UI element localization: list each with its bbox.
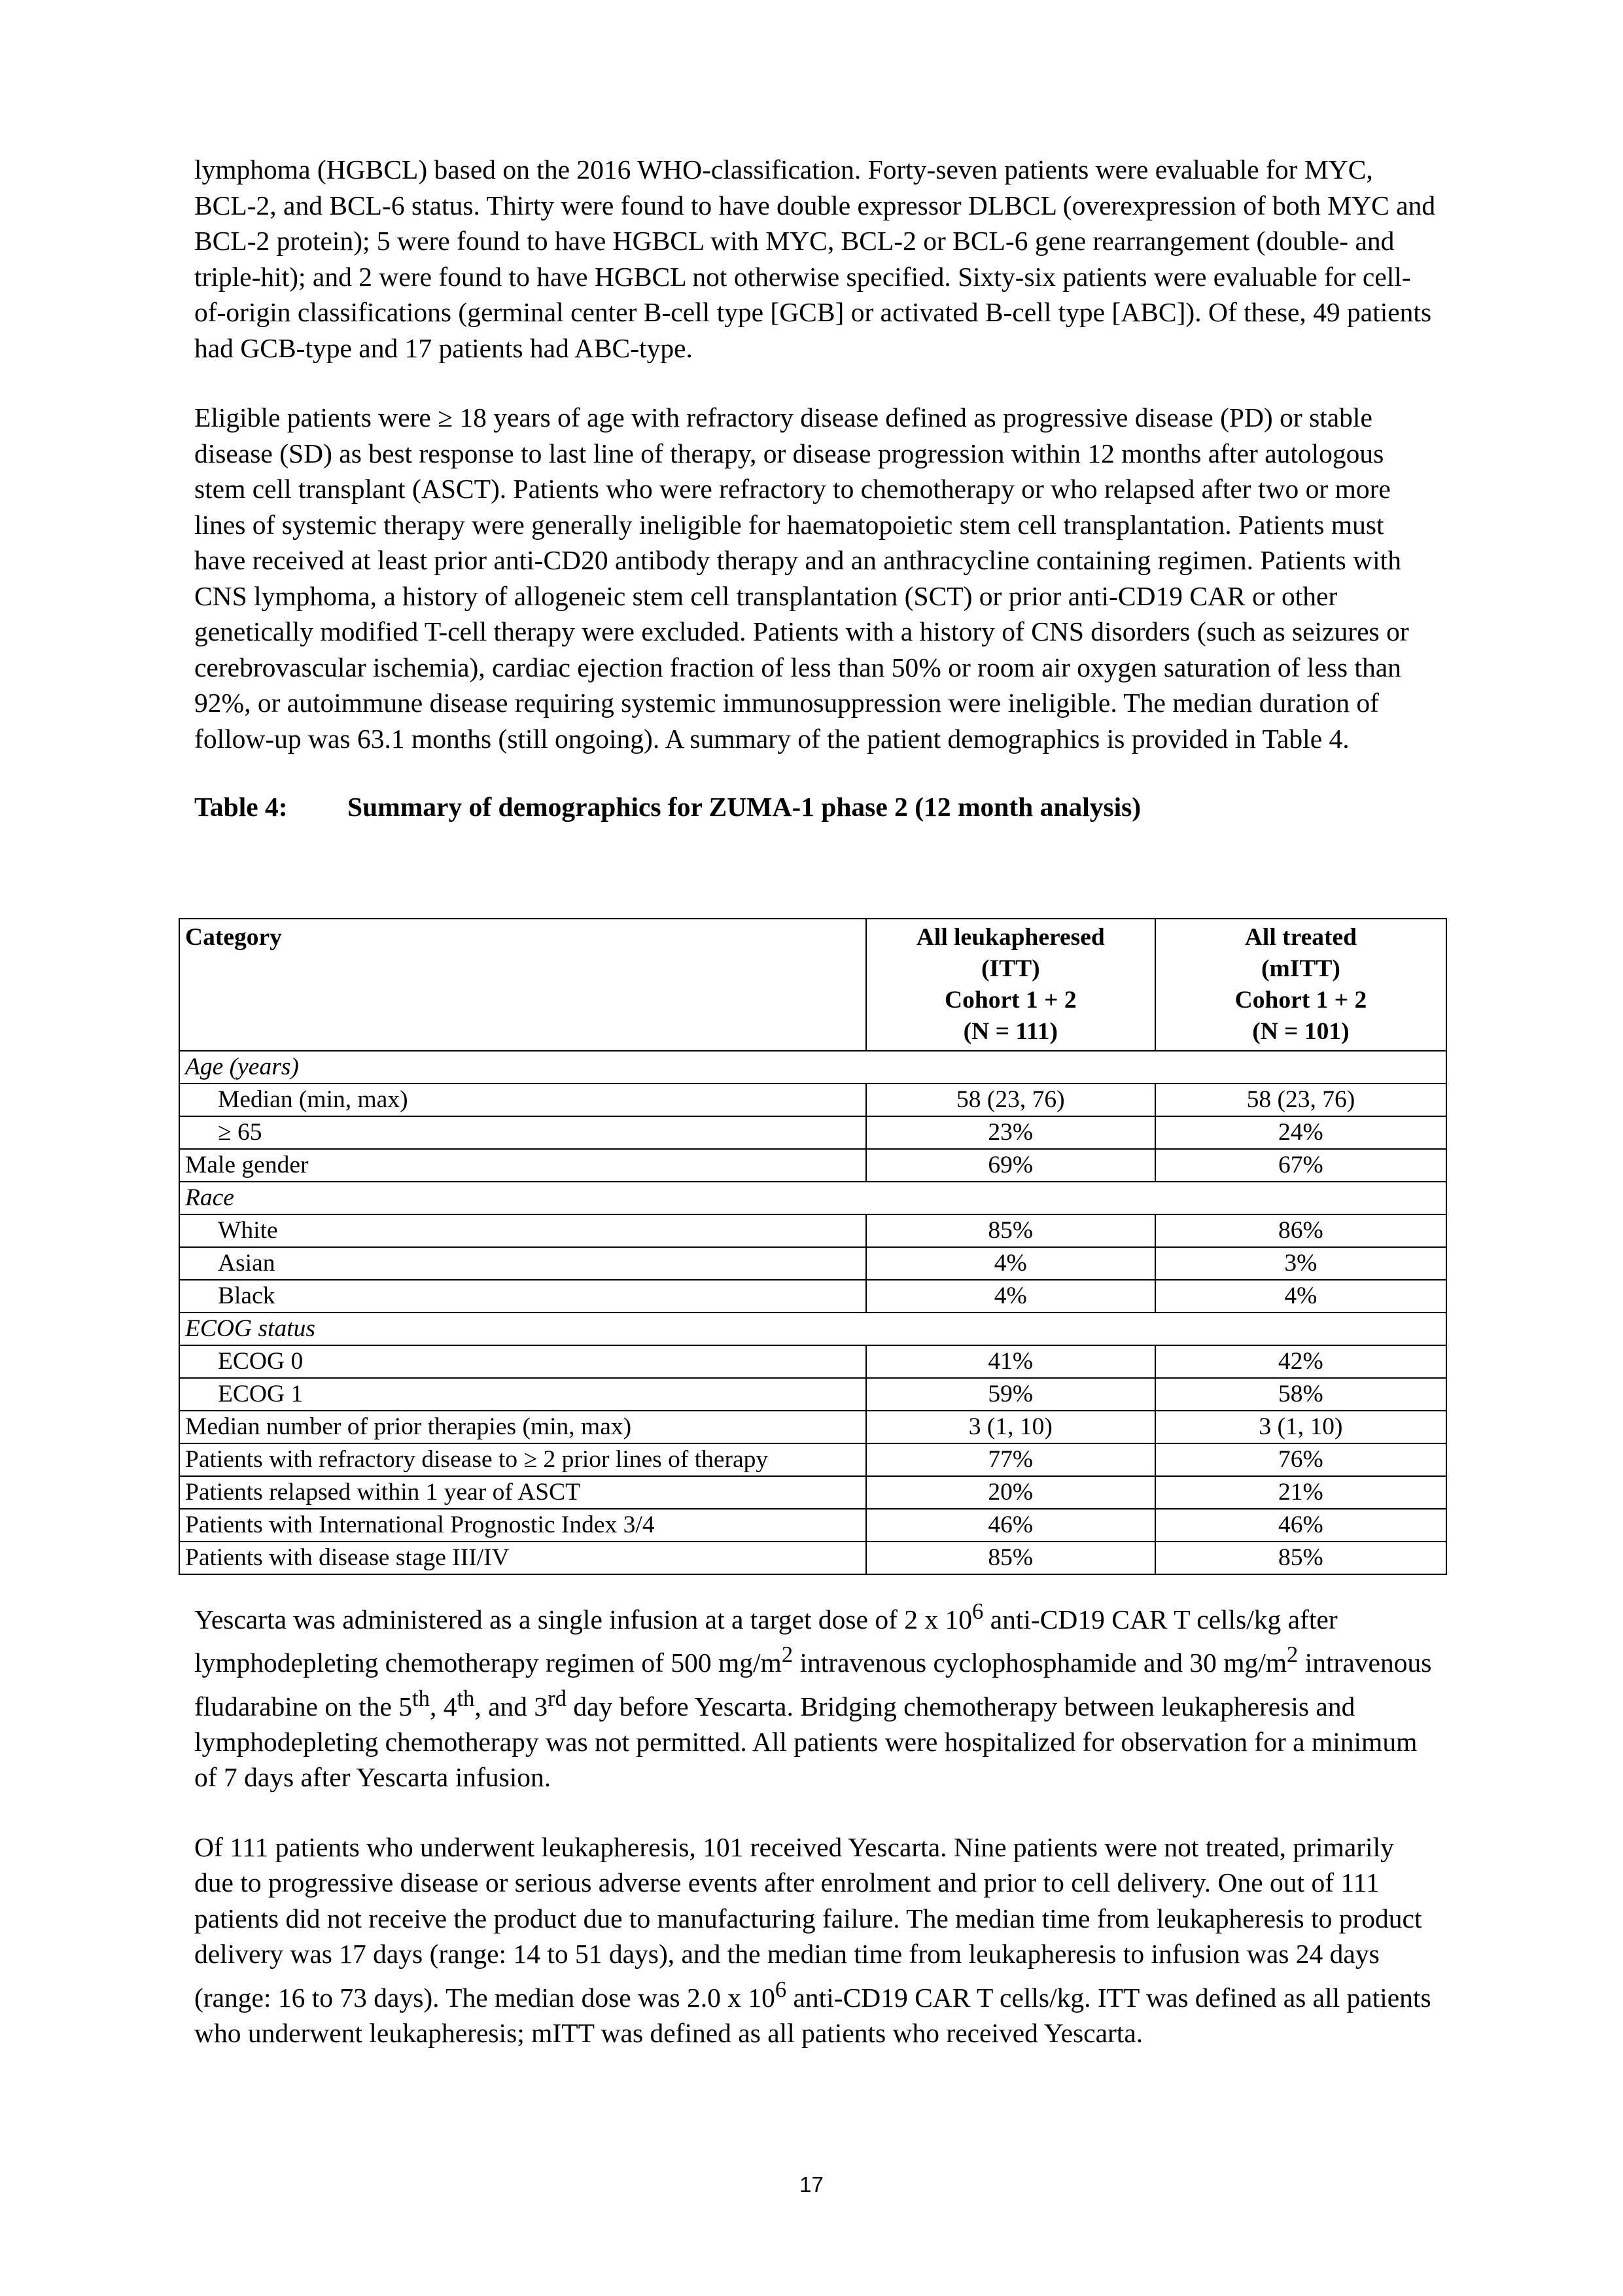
header-itt-line: (ITT) xyxy=(981,955,1040,982)
text-span: anti-CD19 CAR T cells/kg. ITT was defined as all patients who underwent leukapheresis; mITT was defined as all patients who received Yescarta. xyxy=(194,1982,1431,2049)
page-number: 17 xyxy=(799,2172,824,2197)
row-label: Patients with disease stage III/IV xyxy=(179,1542,866,1574)
row-label: ECOG 0 xyxy=(179,1345,866,1378)
section-row xyxy=(179,1051,1446,1084)
header-mitt xyxy=(1155,919,1446,1051)
row-value-mitt: 85% xyxy=(1155,1542,1446,1574)
table-row xyxy=(179,1443,1446,1476)
row-value-itt: 4% xyxy=(866,1280,1155,1313)
row-value-mitt: 3 (1, 10) xyxy=(1155,1411,1446,1443)
row-value-itt: 85% xyxy=(866,1214,1155,1247)
document-body xyxy=(194,152,1437,825)
section-ecog: ECOG status xyxy=(179,1313,1446,1345)
text-span: Of 111 patients who underwent leukapheresis, 101 received Yescarta. Nine patients were not treated, primarily due to progressive disease or serious adverse events after enrolment and prior to cell delivery. One out of 111 patients did not receive the product due to manufacturing failure. The median time from leukapheresis to product delivery was 17 days (range: 14 to 51 days), and the median time from leukapheresis to infusion was 24 days (range: 16 to 73 days). The median dose was 2.0 x 10 xyxy=(194,1831,1422,2013)
section-race: Race xyxy=(179,1182,1446,1214)
table-row xyxy=(179,1084,1446,1116)
row-value-mitt: 4% xyxy=(1155,1280,1446,1313)
row-label: Male gender xyxy=(179,1149,866,1182)
row-value-itt: 4% xyxy=(866,1247,1155,1280)
row-label: Asian xyxy=(179,1247,866,1280)
row-value-mitt: 58 (23, 76) xyxy=(1155,1084,1446,1116)
row-value-mitt: 76% xyxy=(1155,1443,1446,1476)
row-value-itt: 58 (23, 76) xyxy=(866,1084,1155,1116)
superscript: 2 xyxy=(1287,1642,1299,1668)
header-itt-line: All leukapheresed xyxy=(916,924,1105,951)
row-value-itt: 85% xyxy=(866,1542,1155,1574)
row-label: ECOG 1 xyxy=(179,1378,866,1411)
row-label: Median (min, max) xyxy=(179,1084,866,1116)
superscript: th xyxy=(412,1686,430,1711)
table-row xyxy=(179,1116,1446,1149)
row-label: ≥ 65 xyxy=(179,1116,866,1149)
text-span: day before Yescarta. Bridging chemotherapy between leukapheresis and lymphodepleting chemotherapy was not permitted. All patients were hospitalized for observation for a minimum of 7 days after Yescarta infusion. xyxy=(194,1691,1418,1793)
header-itt-line: Cohort 1 + 2 xyxy=(945,987,1077,1014)
header-itt xyxy=(866,919,1155,1051)
row-value-mitt: 3% xyxy=(1155,1247,1446,1280)
row-value-mitt: 58% xyxy=(1155,1378,1446,1411)
row-value-mitt: 46% xyxy=(1155,1509,1446,1542)
table-row xyxy=(179,1378,1446,1411)
row-value-itt: 41% xyxy=(866,1345,1155,1378)
row-label: White xyxy=(179,1214,866,1247)
row-value-itt: 69% xyxy=(866,1149,1155,1182)
header-mitt-line: (mITT) xyxy=(1261,955,1340,982)
superscript: 6 xyxy=(972,1599,984,1624)
superscript: 2 xyxy=(781,1642,794,1668)
row-label: Patients relapsed within 1 year of ASCT xyxy=(179,1476,866,1509)
header-mitt-line: All treated xyxy=(1244,924,1357,951)
table-row xyxy=(179,1345,1446,1378)
row-value-itt: 20% xyxy=(866,1476,1155,1509)
row-value-mitt: 42% xyxy=(1155,1345,1446,1378)
table-row xyxy=(179,1280,1446,1313)
row-value-mitt: 21% xyxy=(1155,1476,1446,1509)
header-itt-line: (N = 111) xyxy=(963,1018,1058,1045)
table-header-row xyxy=(179,919,1446,1051)
table-caption xyxy=(194,789,1437,825)
table-row xyxy=(179,1214,1446,1247)
text-span: intravenous cyclophosphamide and 30 mg/m xyxy=(793,1648,1287,1678)
row-value-itt: 77% xyxy=(866,1443,1155,1476)
row-value-mitt: 86% xyxy=(1155,1214,1446,1247)
paragraph-cell-of-origin: lymphoma (HGBCL) based on the 2016 WHO-classification. Forty-seven patients were evaluable for MYC, BCL-2, and BCL-6 status. Thirty were found to have double expressor DLBCL (overexpression of both MYC and BCL-2 protein); 5 were found to have HGBCL with MYC, BCL-2 or BCL-6 gene rearrangement (double- and triple-hit); and 2 were found to have HGBCL not otherwise specified. Sixty-six patients were evaluable for cell-of-origin classifications (germinal center B-cell type [GCB] or activated B-cell type [ABC]). Of these, 49 patients had GCB-type and 17 patients had ABC-type. xyxy=(194,154,1436,363)
header-mitt-line: Cohort 1 + 2 xyxy=(1234,987,1367,1014)
superscript: th xyxy=(457,1686,475,1711)
demographics-table xyxy=(179,918,1447,1575)
text-span: Yescarta was administered as a single infusion at a target dose of 2 x 10 xyxy=(194,1604,973,1634)
text-span: , and 3 xyxy=(474,1691,548,1722)
table-caption-title: Summary of demographics for ZUMA-1 phase 2 (12 month analysis) xyxy=(347,792,1142,822)
paragraph-eligibility: Eligible patients were ≥ 18 years of age with refractory disease defined as progressive disease (PD) or stable disease (SD) as best response to last line of therapy, or disease progression within 12 months after autologous stem cell transplant (ASCT). Patients who were refractory to chemotherapy or who relapsed after two or more lines of systemic therapy were generally ineligible for haematopoietic stem cell transplantation. Patients must have received at least prior anti-CD20 antibody therapy and an anthracycline containing regimen. Patients with CNS lymphoma, a history of allogeneic stem cell transplantation (SCT) or prior anti-CD19 CAR or other genetically modified T-cell therapy were excluded. Patients with a history of CNS disorders (such as seizures or cerebrovascular ischemia), cardiac ejection fraction of less than 50% or room air oxygen saturation of less than 92%, or autoimmune disease requiring systemic immunosuppression were ineligible. The median duration of follow-up was 63.1 months (still ongoing). A summary of the patient demographics is provided in Table 4. xyxy=(194,402,1409,754)
row-label: Black xyxy=(179,1280,866,1313)
section-age: Age (years) xyxy=(179,1051,1446,1084)
document-body-continued xyxy=(194,1594,1437,2051)
header-mitt-line: (N = 101) xyxy=(1252,1018,1350,1045)
row-label: Patients with refractory disease to ≥ 2 prior lines of therapy xyxy=(179,1443,866,1476)
text-span: , 4 xyxy=(429,1691,457,1722)
table-row xyxy=(179,1509,1446,1542)
row-value-mitt: 67% xyxy=(1155,1149,1446,1182)
table-row xyxy=(179,1476,1446,1509)
row-value-itt: 59% xyxy=(866,1378,1155,1411)
superscript: 6 xyxy=(775,1977,787,2002)
table-row xyxy=(179,1247,1446,1280)
row-value-itt: 3 (1, 10) xyxy=(866,1411,1155,1443)
text-span: anti-CD19 CAR T cells/kg after lymphodepleting chemotherapy regimen of 500 mg/m xyxy=(194,1604,1338,1678)
superscript: rd xyxy=(548,1686,567,1711)
text-span: intravenous fludarabine on the 5 xyxy=(194,1648,1432,1722)
header-category: Category xyxy=(179,919,866,1051)
table-row xyxy=(179,1411,1446,1443)
section-row xyxy=(179,1313,1446,1345)
row-label: Patients with International Prognostic Index 3/4 xyxy=(179,1509,866,1542)
paragraph-dosing xyxy=(194,1594,1437,1795)
table-caption-number: Table 4: xyxy=(194,792,288,822)
row-label: Median number of prior therapies (min, max) xyxy=(179,1411,866,1443)
paragraph-leukapheresis xyxy=(194,1829,1437,2051)
table-row xyxy=(179,1542,1446,1574)
section-row xyxy=(179,1182,1446,1214)
row-value-itt: 46% xyxy=(866,1509,1155,1542)
table-row xyxy=(179,1149,1446,1182)
row-value-itt: 23% xyxy=(866,1116,1155,1149)
row-value-mitt: 24% xyxy=(1155,1116,1446,1149)
